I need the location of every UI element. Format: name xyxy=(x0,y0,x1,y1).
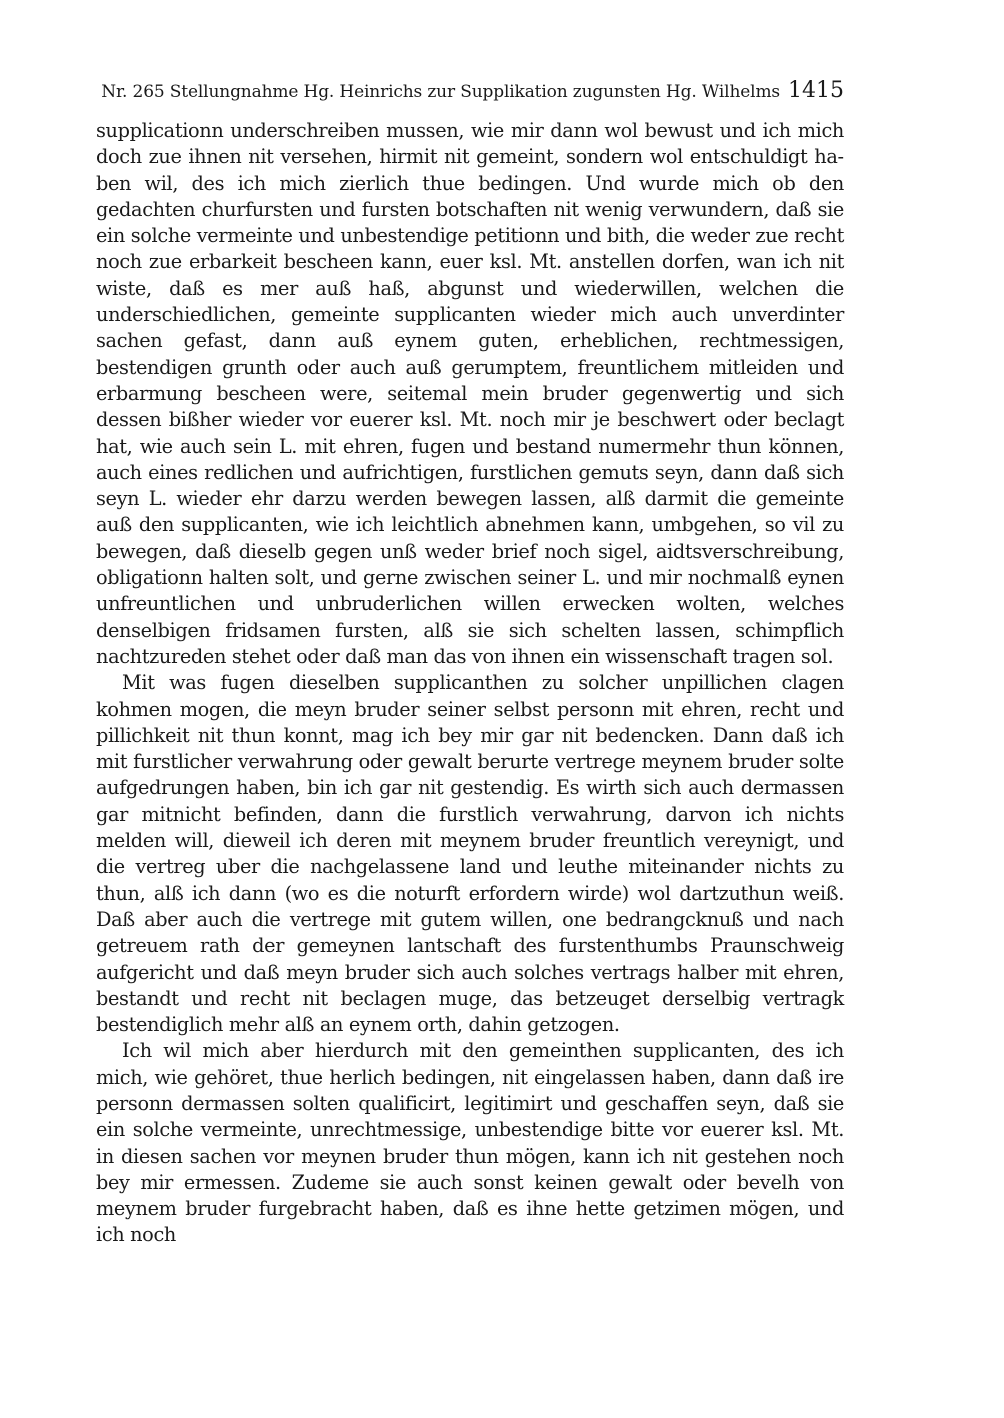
paragraph-1: supplicationn underschreiben mussen, wie mir dann wol bewust und ich mich doch zue ihnen nit versehen, hirmit nit gemeint, sondern wol entschuldigt haben wil, des ich mich zierlich thue bedingen. Und wurde mich ob den gedachten churfursten und fursten botschaften nit wenig verwundern, daß sie ein solche vermeinte und unbestendige petitionn und bith, die weder zue recht noch zue erbarkeit bescheen kann, euer ksl. Mt. anstellen dorfen, wan ich nit wiste, daß es mer auß haß, abgunst und wiederwillen, welchen die underschiedlichen, gemeinte supplicanten wieder mich auch unverdinter sachen gefast, dann auß eynem guten, erheblichen, rechtmessigen, bestendigen grunth oder auch auß gerumptem, freuntlichem mitleiden und erbarmung bescheen were, seitemal mein bruder gegenwertig und sich dessen bißher wieder vor euerer ksl. Mt. noch mir je beschwert oder beclagt hat, wie auch sein L. mit ehren, fugen und bestand numermehr thun können, auch eines redlichen und aufrichtigen, furstlichen gemuts seyn, dann daß sich seyn L. wieder ehr darzu werden bewegen lassen, alß darmit die gemeinte auß den supplicanten, wie ich leichtlich abnehmen kann, umbgehen, so vil zu bewegen, daß dieselb gegen unß weder brief noch sigel, aidtsverschreibung, obligationn halten solt, und gerne zwischen seiner L. und mir nochmalß eynen unfreuntlichen und unbruderlichen willen erwecken wolten, welches denselbigen fridsamen fursten, alß sie sich schelten lassen, schimpflich nachtzureden stehet oder daß man das von ihnen ein wissenschaft tragen sol. xyxy=(96,119,844,668)
body-text xyxy=(96,118,844,1249)
page-number: 1415 xyxy=(788,78,844,103)
paragraph-2: Mit was fugen dieselben supplicanthen zu solcher unpillichen clagen kohmen mogen, die meyn bruder seiner selbst personn mit ehren, recht und pillichkeit nit thun konnt, mag ich bey mir gar nit bedencken. Dann daß ich mit furstlicher verwahrung oder gewalt berurte vertrege meynem bruder solte aufgedrungen haben, bin ich gar nit gestendig. Es wirth sich auch dermassen gar mitnicht befinden, dann die furstlich verwahrung, darvon ich nichts melden will, dieweil ich deren mit meynem bruder freuntlich vereynigt, und die vertreg uber die nachgelassene land und leuthe miteinander nichts zu thun, alß ich dann (wo es die noturft erfordern wirde) wol dartzuthun weiß. Daß aber auch die vertrege mit gutem willen, one bedrangcknuß und nach getreuem rath der gemeynen lantschaft des furstenthumbs Praunschweig aufgericht und daß meyn bruder sich auch solches vertrags halber mit ehren, bestandt und recht nit beclagen muge, das betzeuget derselbig vertragk bestendiglich mehr alß an eynem orth, dahin getzogen. xyxy=(96,671,844,1037)
document-page xyxy=(96,76,844,1249)
paragraph-3: Ich wil mich aber hierdurch mit den gemeinthen supplicanten, des ich mich, wie gehöret, thue herlich bedingen, nit eingelassen haben, dann daß ire personn dermassen solten qualificirt, legitimirt und geschaffen seyn, daß sie ein solche vermeinte, unrechtmessige, unbestendige bitte vor euerer ksl. Mt. in diesen sachen vor meynen bruder thun mögen, kann ich nit gestehen noch bey mir ermessen. Zudeme sie auch sonst keinen gewalt oder bevelh von meynem bruder furgebracht haben, daß es ihne hette getzimen mögen, und ich noch xyxy=(96,1039,844,1247)
running-header xyxy=(96,76,844,118)
running-title: Nr. 265 Stellungnahme Hg. Heinrichs zur Supplikation zugunsten Hg. Wilhelms xyxy=(101,82,780,102)
